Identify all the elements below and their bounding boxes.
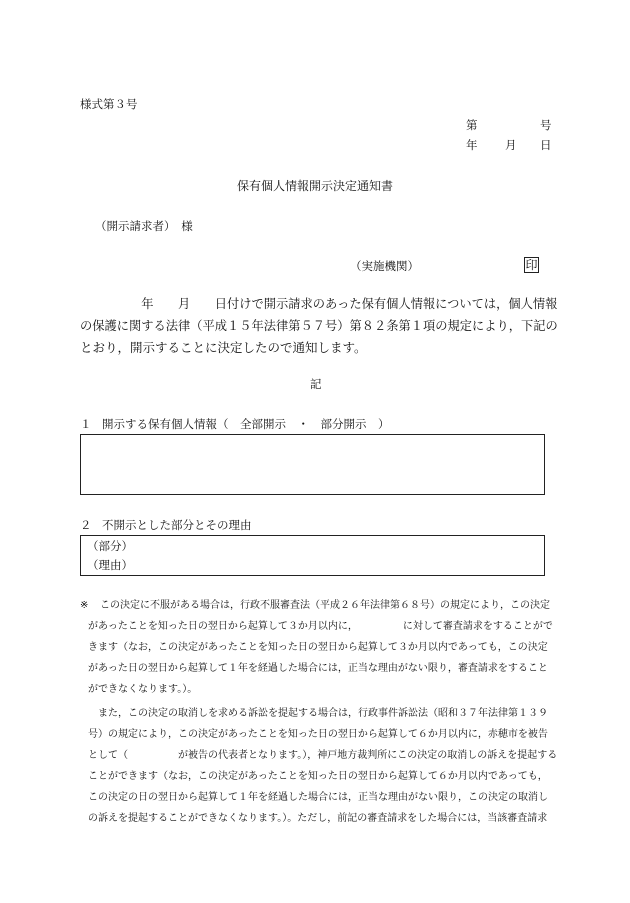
section-2-box	[80, 535, 545, 576]
note-line: この決定の日の翌日から起算して１年を経過した場合には，正当な理由がない限り，この決定の取消し	[88, 792, 548, 803]
document-number-suffix: 号	[540, 118, 552, 132]
notes-mark: ※	[80, 600, 89, 611]
section-2-label: 不開示とした部分とその理由	[102, 518, 252, 532]
document-number-prefix: 第	[466, 118, 478, 132]
note-line: があったことを知った日の翌日から起算して３か月以内に， に対して審査請求をすることがで	[88, 621, 553, 632]
note-line: として（ が被告の代表者となります。），神戸地方裁判所にこの決定の取消しの訴えを提起する	[88, 750, 558, 761]
seal-mark: 印	[525, 258, 538, 272]
section-2-number: ２	[80, 518, 92, 532]
agency-label: （実施機関）	[350, 259, 419, 273]
note-line: きます（なお，この決定があったことを知った日の翌日から起算して３か月以内であっても，この決定	[88, 642, 548, 653]
body-line-2: の保護に関する法律（平成１５年法律第５７号）第８２条第１項の規定により，下記の	[80, 319, 558, 333]
date-year: 年	[466, 138, 478, 152]
recipient-line: （開示請求者） 様	[95, 219, 193, 233]
section-1-number: １	[80, 417, 92, 431]
note-line: この決定に不服がある場合は，行政不服審査法（平成２６年法律第６８号）の規定により，この決定	[100, 600, 550, 611]
body-line-3: とおり，開示することに決定したので通知します。	[80, 340, 367, 355]
note-line: 号）の規定により，この決定があったことを知った日の翌日から起算して６か月以内に，赤穂市を被告	[88, 729, 548, 740]
date-day: 日	[540, 138, 552, 152]
note-line: また，この決定の取消しを求める訴訟を提起する場合は，行政事件訴訟法（昭和３７年法律第１３９	[88, 708, 548, 719]
note-line: があった日の翌日から起算して１年を経過した場合には，正当な理由がない限り，審査請求をすること	[88, 663, 548, 674]
part-label: （部分）	[87, 539, 133, 553]
document-title: 保有個人情報開示決定通知書	[237, 179, 394, 193]
note-line: の訴えを提起することができなくなります。）。ただし，前記の審査請求をした場合には，当該審査請求	[88, 813, 548, 824]
section-1-label: 開示する保有個人情報（ 全部開示 ・ 部分開示 ）	[102, 417, 390, 431]
ki-heading: 記	[310, 377, 322, 391]
form-number: 様式第３号	[80, 97, 138, 111]
note-line: ができなくなります。）。	[88, 684, 198, 695]
date-month: 月	[505, 138, 517, 152]
body-line-1: 年 月 日付けで開示請求のあった保有個人情報については，個人情報	[80, 297, 558, 311]
note-line: ことができます（なお，この決定があったことを知った日の翌日から起算して６か月以内であっても，	[88, 771, 548, 782]
section-1-box	[80, 434, 545, 495]
reason-label: （理由）	[87, 558, 133, 572]
